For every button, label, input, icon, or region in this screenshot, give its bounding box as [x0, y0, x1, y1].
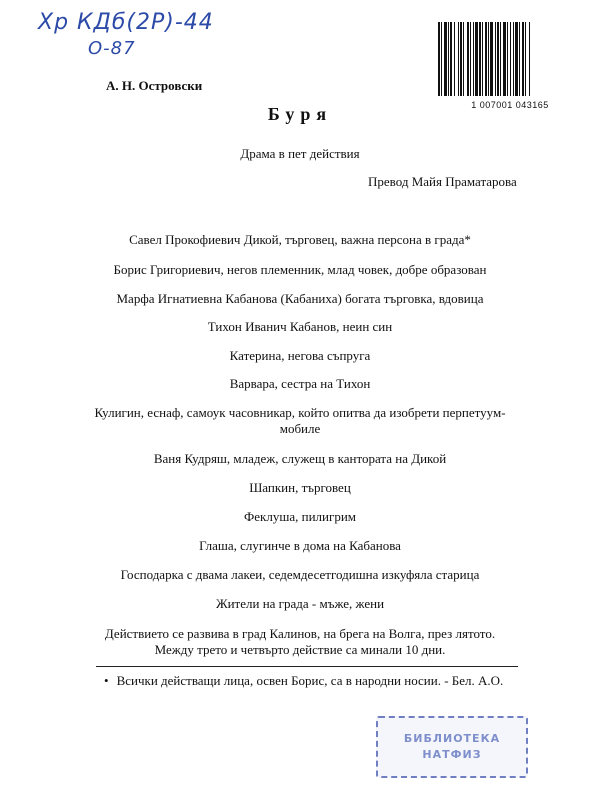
page-title: Буря [267, 104, 333, 124]
setting-line-2: Между трето и четвърто действие са минали 10 дни. [154, 642, 446, 657]
cast-item: Марфа Игнатиевна Кабанова (Кабаниха) богата търговка, вдовица [116, 291, 484, 306]
cast-item: Жители на града - мъже, жени [215, 596, 385, 611]
author-name: А. Н. Островски [106, 78, 203, 93]
footnote-text: Всички действащи лица, освен Борис, са в народни носии. - Бел. А.О. [116, 673, 504, 688]
stamp-line-2: НАТФИЗ [422, 748, 482, 761]
translator-credit: Превод Майя Праматарова [368, 174, 517, 189]
cast-item: Господарка с двама лакеи, седемдесетгодишна изкуфяла старица [120, 567, 480, 582]
library-stamp [376, 716, 528, 778]
footnote-bullet: • [104, 673, 109, 688]
handwritten-shelf-mark: Хр КДб(2Р)-44 [38, 10, 214, 35]
footnote [104, 673, 503, 689]
cast-item: Шапкин, търговец [249, 480, 351, 495]
setting-line-1: Действието се развива в град Калинов, на брега на Волга, през лятото. [104, 626, 496, 641]
cast-item: Катерина, негова съпруга [229, 348, 371, 363]
cast-item: Феклуша, пилигрим [244, 509, 356, 524]
footnote-divider [96, 666, 518, 667]
barcode [434, 20, 586, 116]
cast-item: Глаша, слугинче в дома на Кабанова [199, 538, 401, 553]
cast-item: Борис Григориевич, негов племенник, млад човек, добре образован [113, 262, 487, 277]
cast-item: Кулигин, еснаф, самоук часовникар, който опитва да изобрети перпетуум-мобиле [94, 405, 506, 436]
cast-item: Савел Прокофиевич Дикой, търговец, важна персона в града* [129, 232, 471, 247]
cast-item: Ваня Кудряш, младеж, служещ в кантората на Дикой [153, 451, 447, 466]
handwritten-shelf-number: О-87 [88, 38, 136, 59]
cast-item: Тихон Иванич Кабанов, неин син [207, 319, 393, 334]
subtitle: Драма в пет действия [240, 146, 360, 161]
barcode-bars-icon [434, 20, 586, 98]
barcode-number: 1 007001 043165 [471, 100, 549, 110]
stamp-line-1: БИБЛИОТЕКА [403, 732, 501, 745]
cast-item: Варвара, сестра на Тихон [229, 376, 371, 391]
